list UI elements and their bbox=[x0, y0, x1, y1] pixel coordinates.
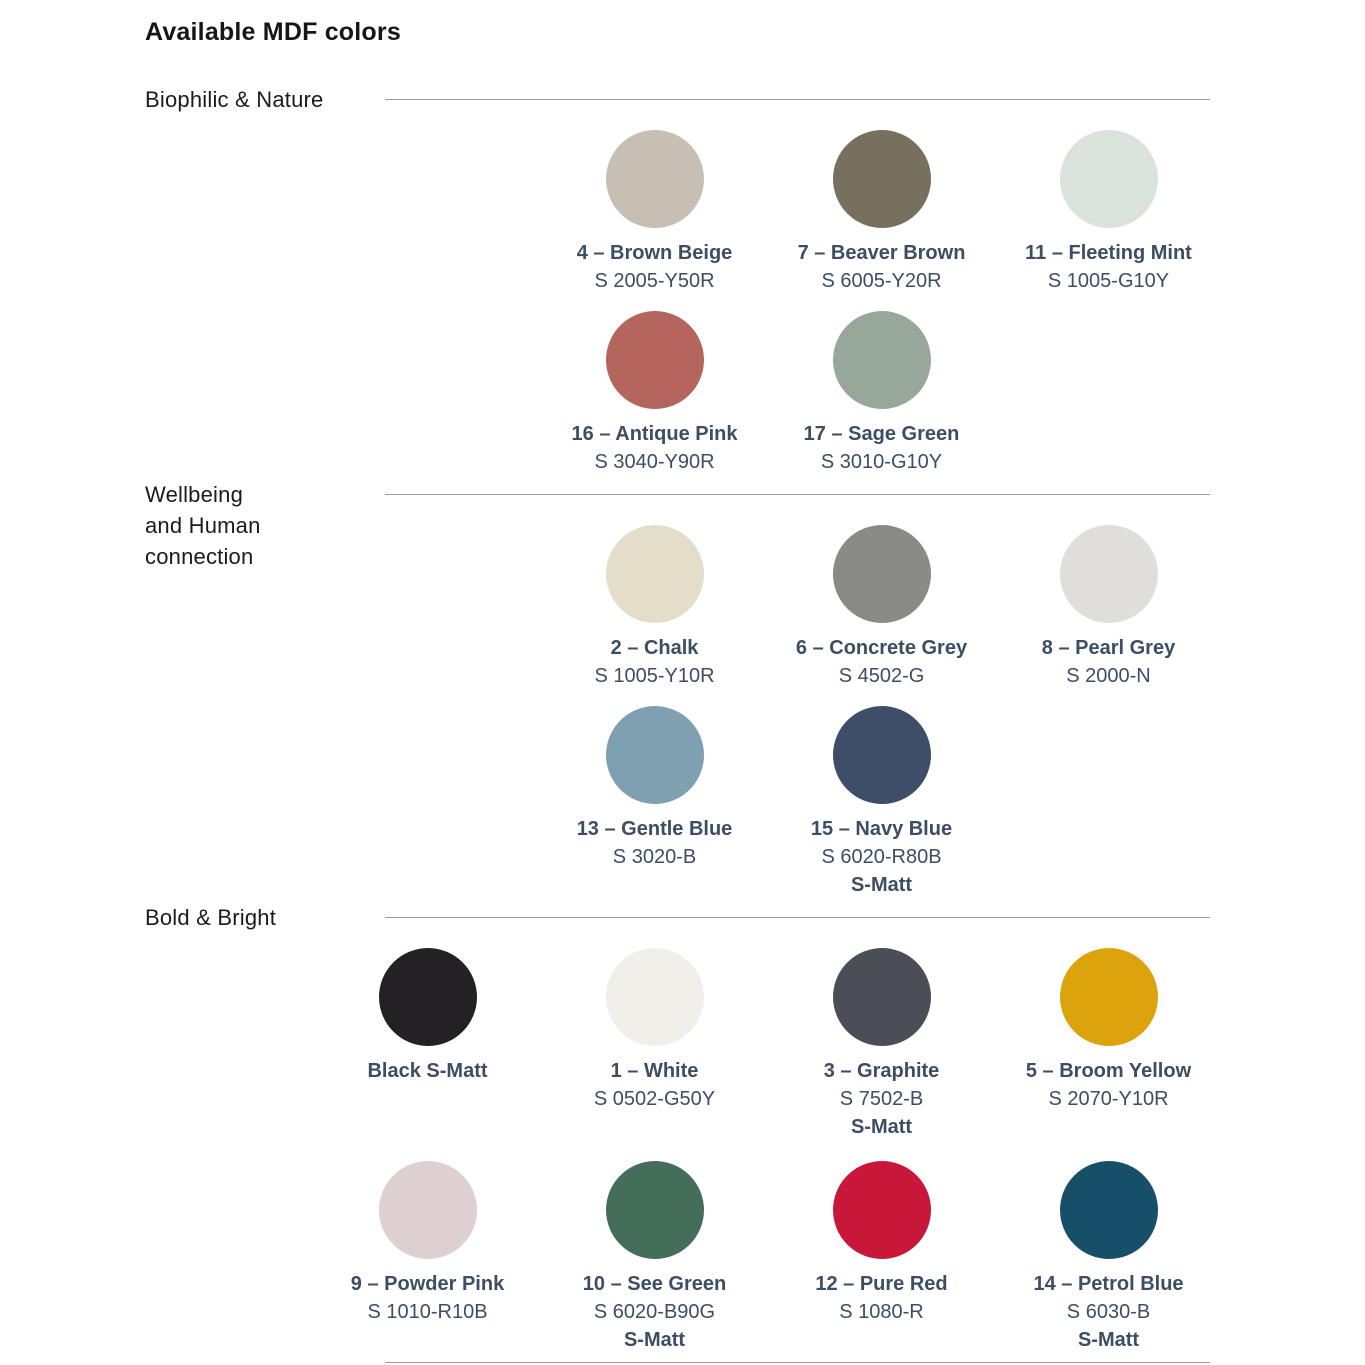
color-section bbox=[145, 86, 1365, 476]
swatch-circle bbox=[606, 525, 704, 623]
swatch-code: S 6005-Y20R bbox=[821, 270, 942, 292]
swatch-code: S 7502-B bbox=[839, 1088, 924, 1110]
swatch-name: 11 – Fleeting Mint bbox=[1025, 242, 1192, 264]
swatch-code: S 1010-R10B bbox=[367, 1301, 488, 1323]
swatch-name: 3 – Graphite bbox=[823, 1060, 940, 1082]
swatch-circle bbox=[833, 130, 931, 228]
swatch-row bbox=[314, 1161, 1365, 1354]
section-label bbox=[145, 902, 380, 933]
swatch-code: S 6030-B bbox=[1066, 1301, 1151, 1323]
swatch-name: 4 – Brown Beige bbox=[576, 242, 733, 264]
swatch-name: 14 – Petrol Blue bbox=[1033, 1273, 1184, 1295]
swatch-circle bbox=[1060, 525, 1158, 623]
swatch-circle bbox=[379, 948, 477, 1046]
color-swatch bbox=[541, 311, 768, 476]
swatch-circle bbox=[833, 525, 931, 623]
swatch-code: S 3040-Y90R bbox=[594, 451, 715, 473]
section-label-line: Bold & Bright bbox=[145, 905, 277, 930]
swatch-name: 6 – Concrete Grey bbox=[795, 637, 968, 659]
section-divider bbox=[385, 917, 1210, 918]
color-swatch bbox=[768, 130, 995, 295]
swatch-circle bbox=[379, 1161, 477, 1259]
color-swatch bbox=[768, 1161, 995, 1354]
color-swatch bbox=[541, 706, 768, 899]
swatch-row bbox=[314, 525, 1365, 690]
swatch-name: 15 – Navy Blue bbox=[810, 818, 953, 840]
swatch-code: S 3010-G10Y bbox=[820, 451, 943, 473]
color-swatch bbox=[768, 311, 995, 476]
swatch-name: 5 – Broom Yellow bbox=[1025, 1060, 1192, 1082]
section-label-line: Wellbeing bbox=[145, 482, 244, 507]
color-swatch bbox=[541, 1161, 768, 1354]
swatch-name: 8 – Pearl Grey bbox=[1041, 637, 1176, 659]
color-section bbox=[145, 904, 1365, 1354]
swatch-row bbox=[314, 706, 1365, 899]
color-swatch bbox=[314, 948, 541, 1141]
swatch-finish: S-Matt bbox=[850, 874, 913, 896]
swatch-circle bbox=[606, 706, 704, 804]
swatch-code: S 2005-Y50R bbox=[594, 270, 715, 292]
color-swatch bbox=[768, 948, 995, 1141]
swatch-circle bbox=[606, 948, 704, 1046]
color-swatch bbox=[314, 1161, 541, 1354]
swatch-code: S 6020-R80B bbox=[821, 846, 942, 868]
swatch-row bbox=[314, 130, 1365, 295]
section-label-line: connection bbox=[145, 544, 254, 569]
swatch-circle bbox=[606, 1161, 704, 1259]
swatch-circle bbox=[833, 948, 931, 1046]
swatch-name: 7 – Beaver Brown bbox=[797, 242, 966, 264]
swatch-circle bbox=[833, 311, 931, 409]
swatch-name: 10 – See Green bbox=[582, 1273, 727, 1295]
swatch-code: S 1005-Y10R bbox=[594, 665, 715, 687]
color-swatch bbox=[541, 130, 768, 295]
color-swatch bbox=[541, 525, 768, 690]
swatch-code: S 2000-N bbox=[1066, 665, 1151, 687]
swatch-row bbox=[314, 311, 1365, 476]
swatch-name: 16 – Antique Pink bbox=[571, 423, 738, 445]
section-divider bbox=[385, 494, 1210, 495]
color-swatch bbox=[995, 1161, 1222, 1354]
page-title: Available MDF colors bbox=[145, 18, 401, 46]
sections bbox=[145, 86, 1365, 1354]
swatch-circle bbox=[833, 1161, 931, 1259]
color-swatch bbox=[995, 130, 1222, 295]
swatch-code: S 2070-Y10R bbox=[1048, 1088, 1169, 1110]
swatch-circle bbox=[1060, 130, 1158, 228]
swatch-name: 1 – White bbox=[610, 1060, 699, 1082]
swatch-code: S 6020-B90G bbox=[593, 1301, 716, 1323]
section-label-line: and Human bbox=[145, 513, 261, 538]
section-head bbox=[145, 481, 1365, 569]
section-head bbox=[145, 904, 1365, 932]
color-swatch bbox=[768, 706, 995, 899]
swatch-name: 17 – Sage Green bbox=[803, 423, 960, 445]
swatch-name: Black S-Matt bbox=[367, 1060, 488, 1082]
section-divider bbox=[385, 99, 1210, 100]
swatch-circle bbox=[833, 706, 931, 804]
section-label bbox=[145, 84, 380, 115]
swatch-name: 13 – Gentle Blue bbox=[576, 818, 733, 840]
swatch-row bbox=[314, 948, 1365, 1141]
color-swatch bbox=[768, 525, 995, 690]
bottom-divider bbox=[385, 1362, 1210, 1363]
swatch-code: S 1080-R bbox=[839, 1301, 924, 1323]
swatch-code: S 4502-G bbox=[838, 665, 925, 687]
color-swatch bbox=[541, 948, 768, 1141]
swatch-circle bbox=[1060, 1161, 1158, 1259]
swatch-finish: S-Matt bbox=[623, 1329, 686, 1351]
color-swatch bbox=[995, 525, 1222, 690]
color-swatch bbox=[995, 948, 1222, 1141]
swatch-name: 9 – Powder Pink bbox=[350, 1273, 505, 1295]
swatch-circle bbox=[1060, 948, 1158, 1046]
swatch-code: S 0502-G50Y bbox=[593, 1088, 716, 1110]
swatch-finish: S-Matt bbox=[850, 1116, 913, 1138]
swatch-circle bbox=[606, 311, 704, 409]
section-head bbox=[145, 86, 1365, 114]
swatch-circle bbox=[606, 130, 704, 228]
swatch-name: 12 – Pure Red bbox=[815, 1273, 948, 1295]
swatch-code: S 1005-G10Y bbox=[1047, 270, 1170, 292]
section-label bbox=[145, 479, 380, 572]
swatch-finish: S-Matt bbox=[1077, 1329, 1140, 1351]
section-label-line: Biophilic & Nature bbox=[145, 87, 324, 112]
color-section bbox=[145, 481, 1365, 899]
swatch-code: S 3020-B bbox=[612, 846, 697, 868]
swatch-name: 2 – Chalk bbox=[610, 637, 699, 659]
